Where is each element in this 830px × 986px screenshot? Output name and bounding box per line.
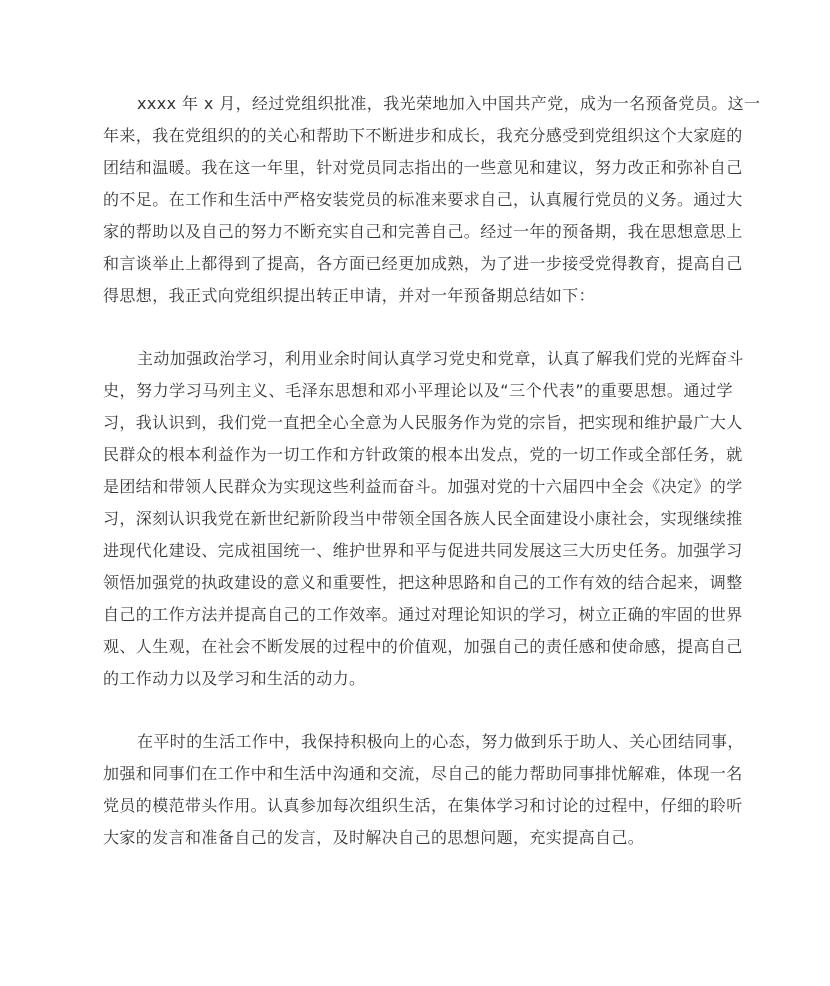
text-line: 的不足。在工作和生活中严格安装党员的标准来要求自己，认真履行党员的义务。通过大 [103, 190, 743, 209]
text-line: xxxx 年 x 月，经过党组织批准，我光荣地加入中国共产党，成为一名预备党员。这一 [137, 94, 761, 113]
text-line: 团结和温暖。我在这一年里，针对党员同志指出的一些意见和建议，努力改正和弥补自己 [103, 158, 743, 177]
text-line: 的工作动力以及学习和生活的动力。 [103, 669, 366, 688]
text-line: 民群众的根本利益作为一切工作和方针政策的根本出发点，党的一切工作或全部任务，就 [103, 445, 743, 464]
paragraph [103, 726, 744, 854]
text-line: 是团结和带领人民群众为实现这些利益而奋斗。加强对党的十六届四中全会《决定》的学 [103, 477, 743, 496]
document-page [103, 88, 761, 885]
paragraph [103, 343, 744, 695]
text-line: 观、人生观，在社会不断发展的过程中的价值观，加强自己的责任感和使命感，提高自己 [103, 637, 743, 656]
text-line: 党员的模范带头作用。认真参加每次组织生活，在集体学习和讨论的过程中，仔细的聆听 [103, 796, 743, 815]
text-line: 习，我认识到，我们党一直把全心全意为人民服务作为党的宗旨，把实现和维护最广大人 [103, 413, 743, 432]
text-line: 得思想，我正式向党组织提出转正申请，并对一年预备期总结如下： [103, 286, 596, 305]
text-line: 加强和同事们在工作中和生活中沟通和交流，尽自己的能力帮助同事排忧解难，体现一名 [103, 764, 743, 783]
text-line: 习，深刻认识我党在新世纪新阶段当中带领全国各族人民全面建设小康社会，实现继续推 [103, 509, 743, 528]
text-line: 史，努力学习马列主义、毛泽东思想和邓小平理论以及“三个代表”的重要思想。通过学 [103, 381, 733, 400]
text-line: 和言谈举止上都得到了提高，各方面已经更加成熟，为了进一步接受党得教育，提高自己 [103, 254, 743, 273]
text-line: 家的帮助以及自己的努力不断充实自己和完善自己。经过一年的预备期，我在思想意思上 [103, 222, 743, 241]
text-line: 进现代化建设、完成祖国统一、维护世界和平与促进共同发展这三大历史任务。加强学习 [103, 541, 743, 560]
paragraph [103, 88, 761, 312]
text-line: 年来，我在党组织的的关心和帮助下不断进步和成长，我充分感受到党组织这个大家庭的 [103, 126, 743, 145]
text-line: 主动加强政治学习，利用业余时间认真学习党史和党章，认真了解我们党的光辉奋斗 [137, 349, 744, 368]
text-line: 在平时的生活工作中，我保持积极向上的心态，努力做到乐于助人、关心团结同事， [137, 732, 744, 751]
text-line: 自己的工作方法并提高自己的工作效率。通过对理论知识的学习，树立正确的牢固的世界 [103, 605, 743, 624]
text-line: 领悟加强党的执政建设的意义和重要性，把这种思路和自己的工作有效的结合起来，调整 [103, 573, 743, 592]
text-line: 大家的发言和准备自己的发言，及时解决自己的思想问题，充实提高自己。 [103, 828, 645, 847]
